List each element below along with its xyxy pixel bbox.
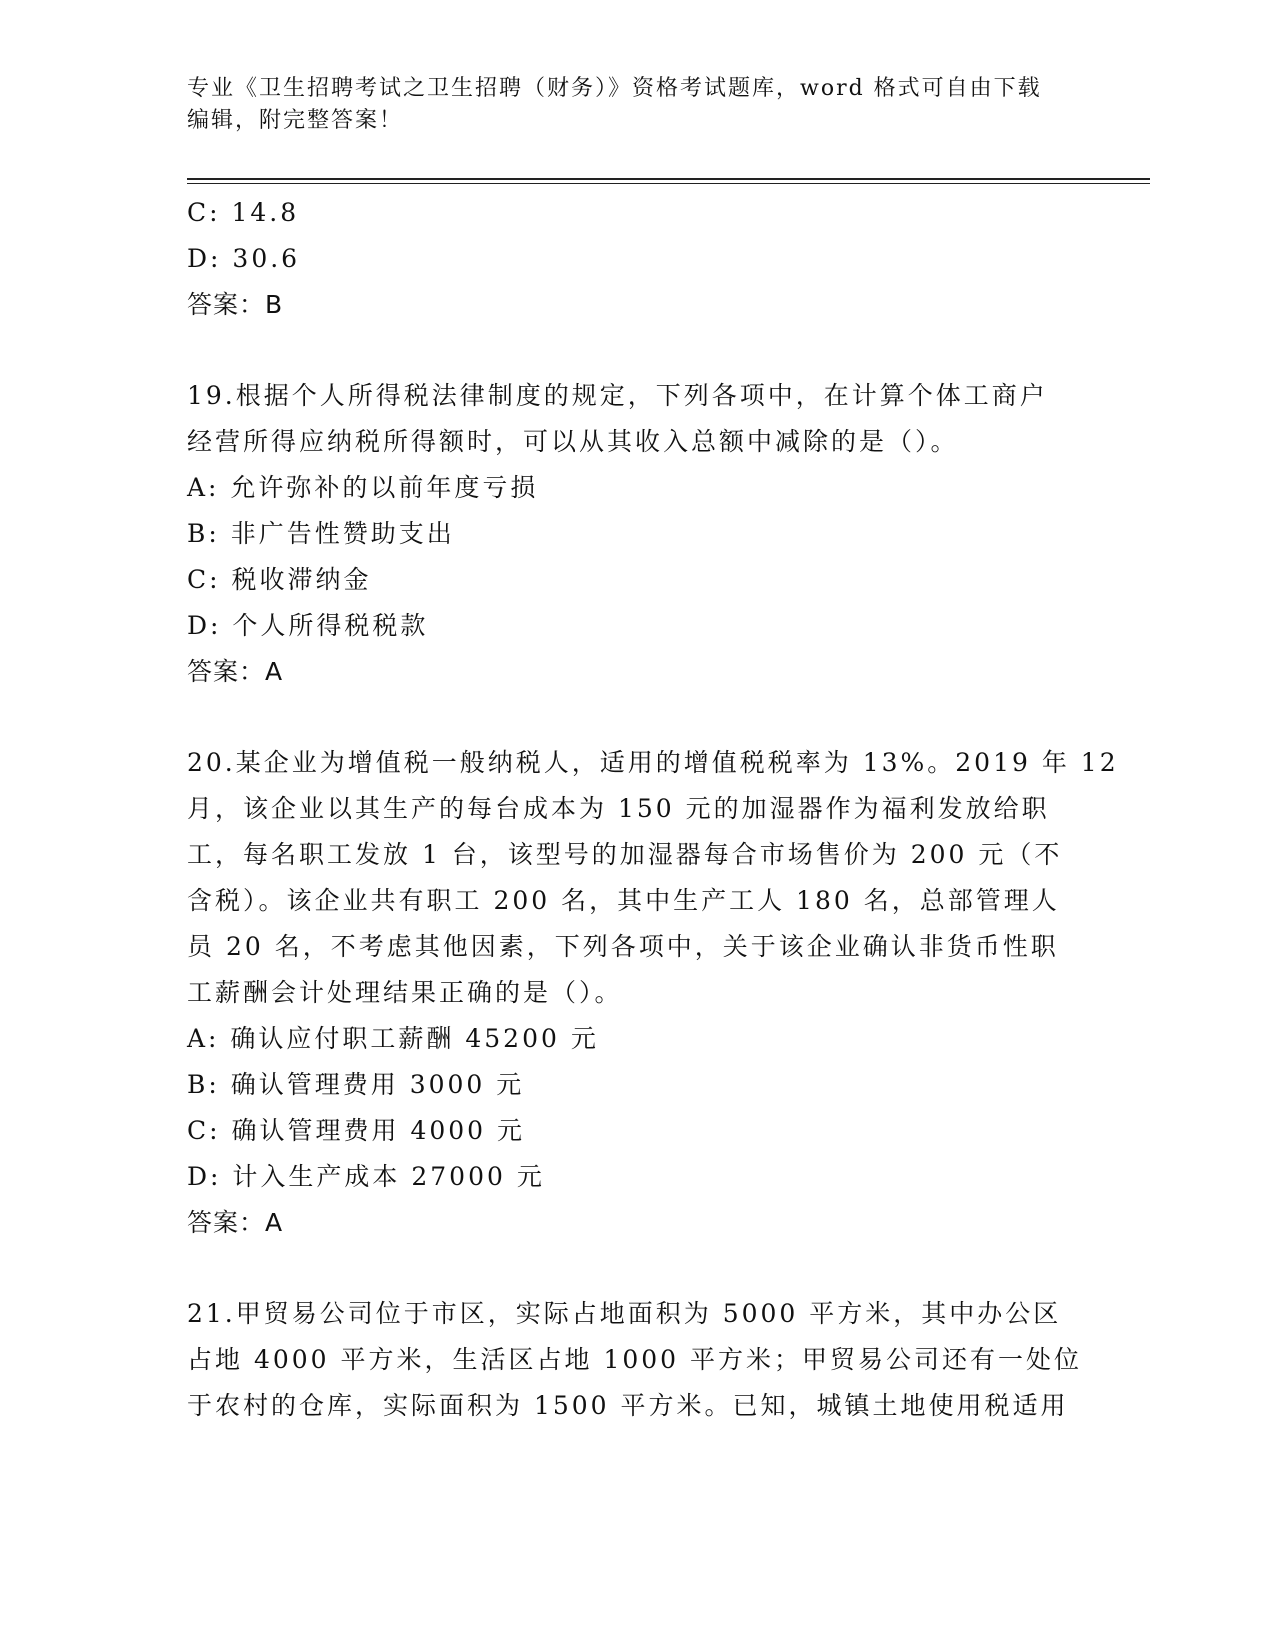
question-text-line: 月，该企业以其生产的每台成本为 150 元的加湿器作为福利发放给职 bbox=[187, 794, 1050, 823]
answer-line: 答案：B bbox=[187, 290, 284, 319]
question-text-line: 20.某企业为增值税一般纳税人，适用的增值税税率为 13%。2019 年 12 bbox=[187, 748, 1119, 777]
header-line-2: 编辑，附完整答案！ bbox=[187, 108, 404, 133]
option-d: D: 个人所得税税款 bbox=[187, 611, 429, 640]
question-20 bbox=[187, 740, 1119, 1246]
question-text-line: 工薪酬会计处理结果正确的是（）。 bbox=[187, 978, 623, 1007]
question-18-tail bbox=[187, 190, 1087, 328]
question-text-line: 占地 4000 平方米，生活区占地 1000 平方米；甲贸易公司还有一处位 bbox=[187, 1345, 1083, 1374]
option-d: D: 30.6 bbox=[187, 244, 301, 273]
question-text-line: 含税）。该企业共有职工 200 名，其中生产工人 180 名，总部管理人 bbox=[187, 886, 1060, 915]
question-21 bbox=[187, 1291, 1087, 1429]
question-19 bbox=[187, 373, 1087, 695]
question-content bbox=[187, 190, 1119, 1429]
question-text-line: 19.根据个人所得税法律制度的规定，下列各项中，在计算个体工商户 bbox=[187, 381, 1048, 410]
option-a: A: 确认应付职工薪酬 45200 元 bbox=[187, 1024, 599, 1053]
option-b: B: 非广告性赞助支出 bbox=[187, 519, 455, 548]
document-header bbox=[187, 73, 1067, 137]
question-text-line: 于农村的仓库，实际面积为 1500 平方米。已知，城镇土地使用税适用 bbox=[187, 1391, 1069, 1420]
question-text-line: 员 20 名，不考虑其他因素，下列各项中，关于该企业确认非货币性职 bbox=[187, 932, 1059, 961]
option-c: C: 14.8 bbox=[187, 198, 300, 227]
answer-line: 答案：A bbox=[187, 657, 284, 686]
header-line-1: 专业《卫生招聘考试之卫生招聘（财务）》资格考试题库，word 格式可自由下载 bbox=[187, 76, 1042, 101]
option-c: C: 确认管理费用 4000 元 bbox=[187, 1116, 526, 1145]
question-text-line: 工，每名职工发放 1 台，该型号的加湿器每合市场售价为 200 元（不 bbox=[187, 840, 1063, 869]
question-text-line: 经营所得应纳税所得额时，可以从其收入总额中减除的是（）。 bbox=[187, 427, 959, 456]
question-text-line: 21.甲贸易公司位于市区，实际占地面积为 5000 平方米，其中办公区 bbox=[187, 1299, 1062, 1328]
option-b: B: 确认管理费用 3000 元 bbox=[187, 1070, 525, 1099]
header-divider-thin bbox=[187, 183, 1150, 184]
option-c: C: 税收滞纳金 bbox=[187, 565, 372, 594]
header-divider-thick bbox=[187, 178, 1150, 180]
option-a: A: 允许弥补的以前年度亏损 bbox=[187, 473, 539, 502]
option-d: D: 计入生产成本 27000 元 bbox=[187, 1162, 545, 1191]
answer-line: 答案：A bbox=[187, 1208, 284, 1237]
